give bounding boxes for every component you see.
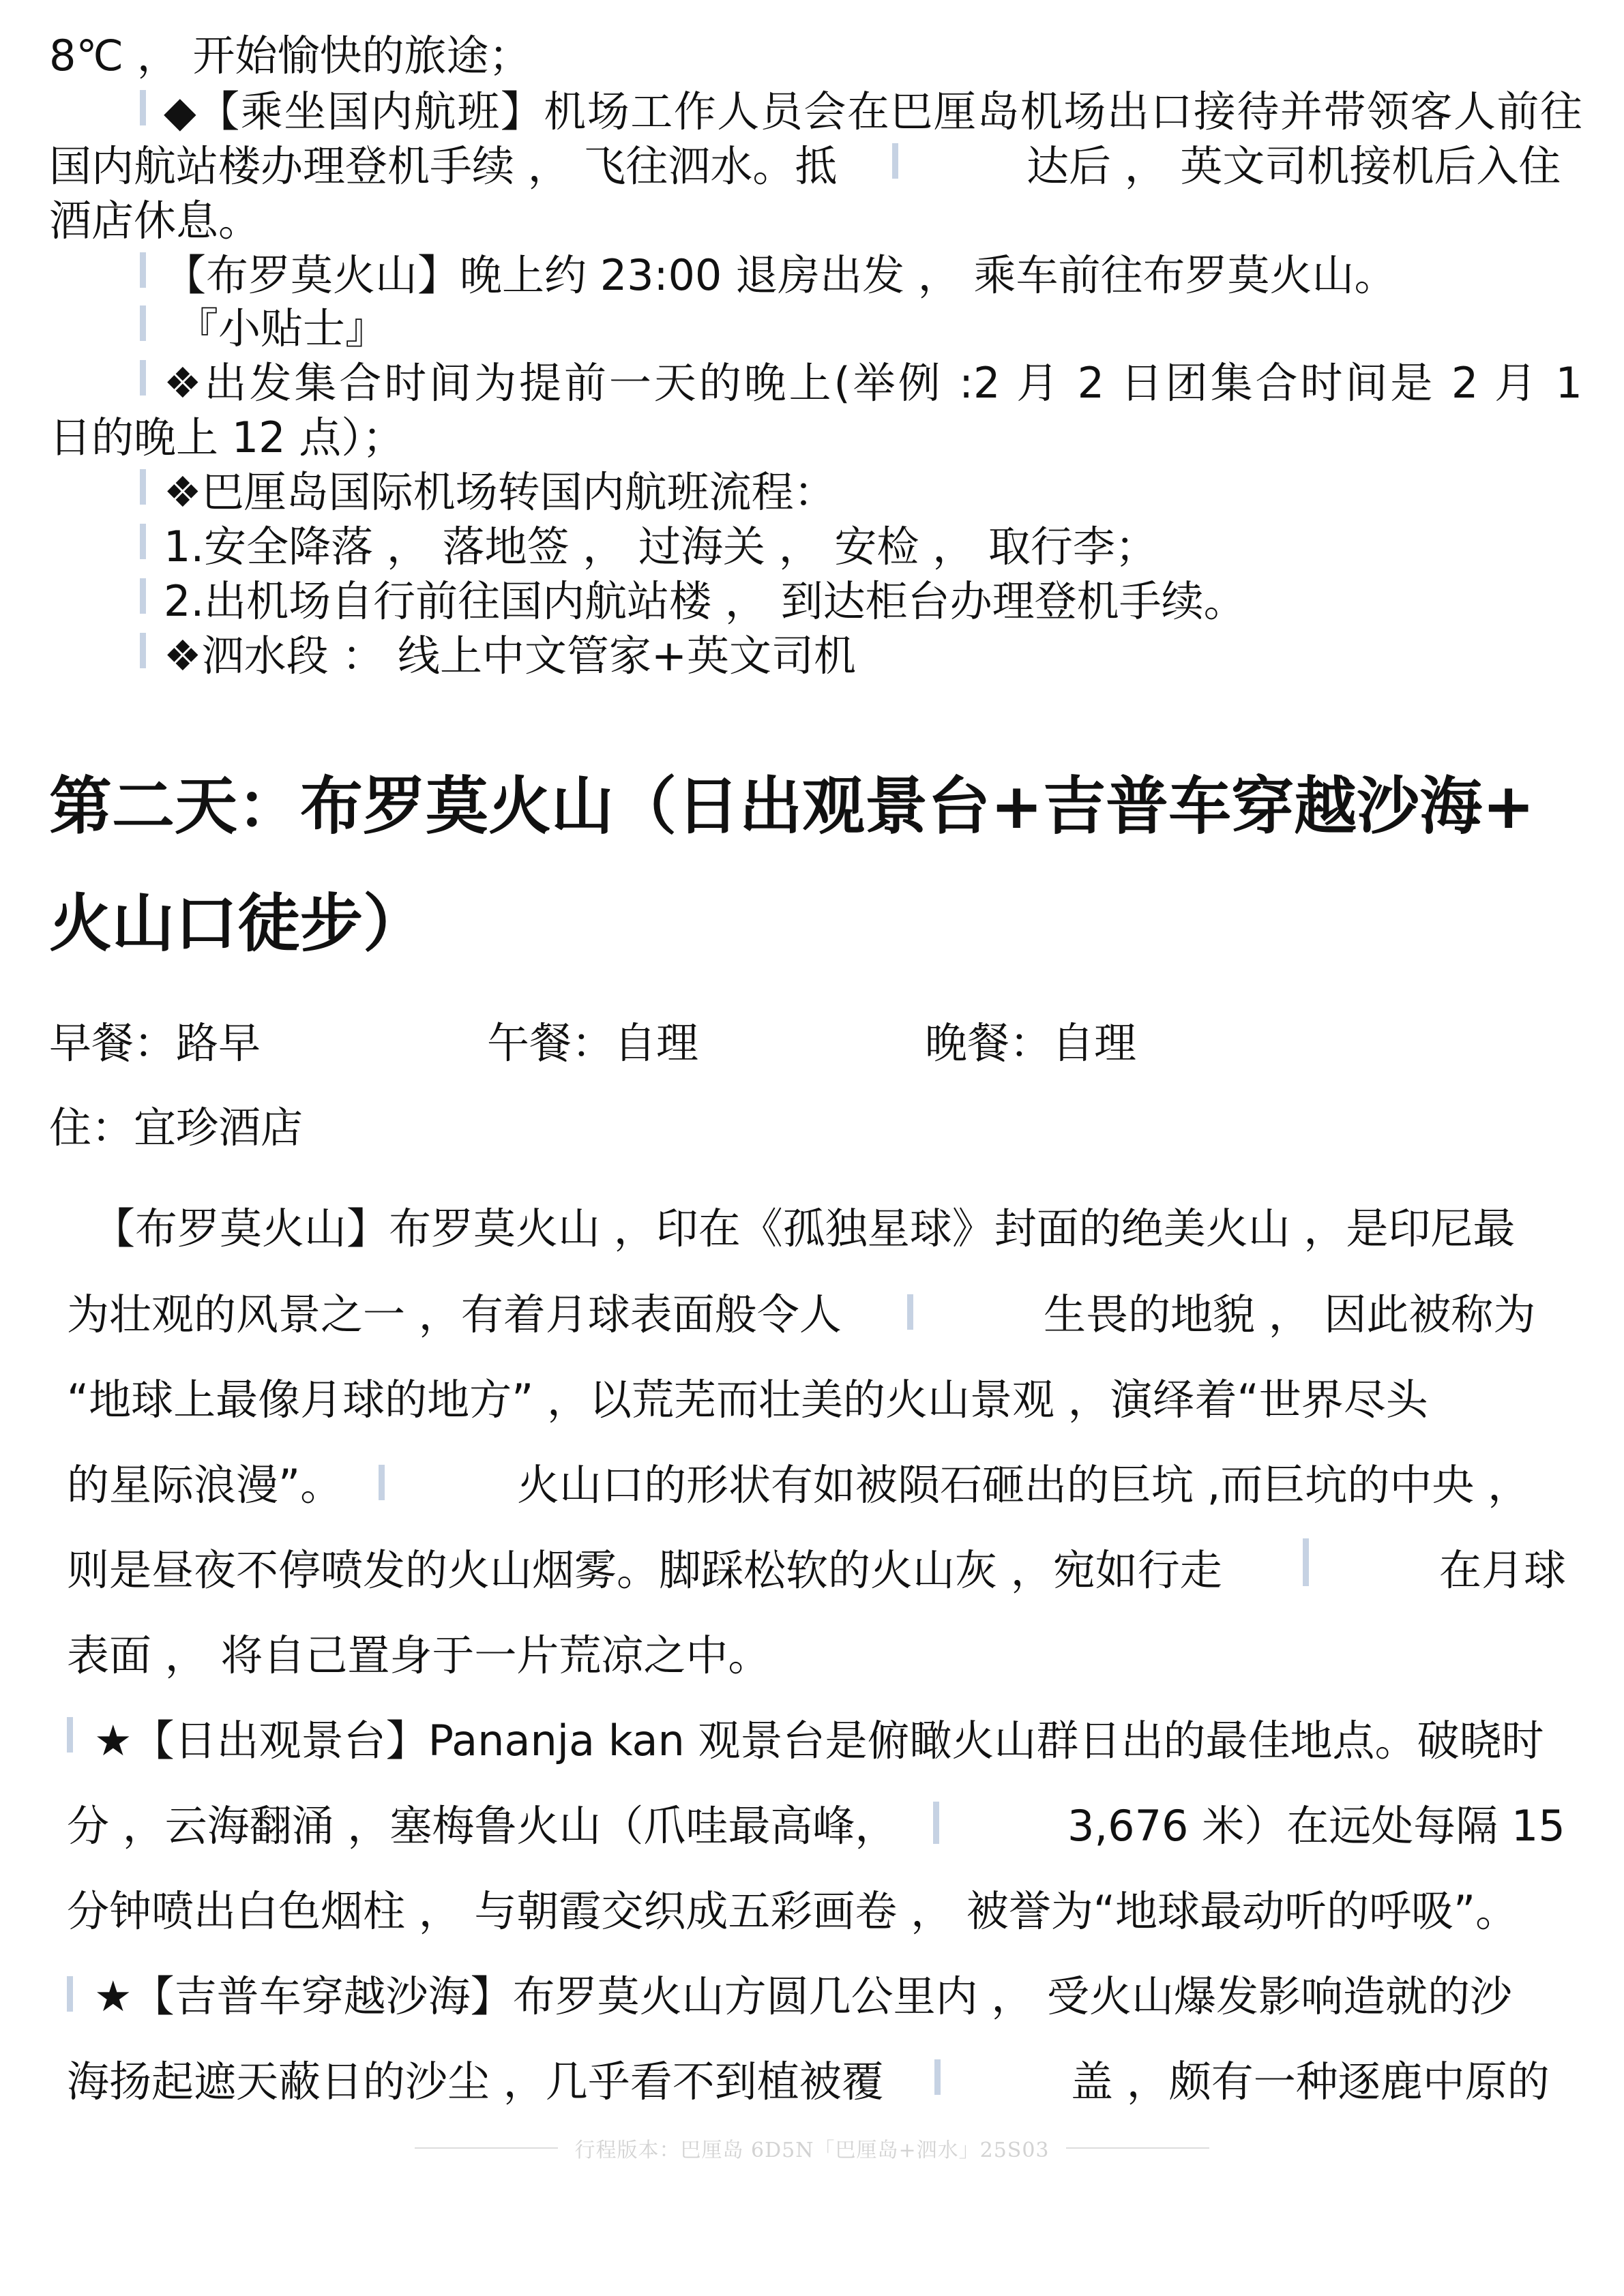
tips-title: 『小贴士』 xyxy=(176,303,388,353)
tip-surabaya-service: ❖泗水段 ： 线上中文管家+英文司机 xyxy=(164,631,856,681)
sunrise-paragraph-line2a: 分 ，云海翻涌 ，塞梅鲁火山（爪哇最高峰， xyxy=(67,1801,898,1851)
indent-marker xyxy=(140,90,146,125)
jeep-paragraph-line2b: 盖 ，颇有一种逐鹿中原的 xyxy=(1071,2057,1550,2106)
meal-dinner: 晚餐：自理 xyxy=(925,1018,1137,1068)
meal-lunch: 午餐：自理 xyxy=(487,1018,699,1068)
indent-marker xyxy=(140,578,146,614)
bromo-paragraph-line3: “地球上最像月球的地方” ，以荒芜而壮美的火山景观 ，演绎着“世界尽头 xyxy=(67,1375,1428,1425)
footer-version-text: 行程版本：巴厘岛 6D5N「巴厘岛+泗水」25S03 xyxy=(574,2138,1050,2162)
indent-marker xyxy=(67,1976,73,2012)
flight-paragraph-line3: 酒店休息。 xyxy=(49,196,261,245)
bromo-night-departure: 【布罗莫火山】晚上约 23:00 退房出发 ， 乘车前往布罗莫火山。 xyxy=(164,250,1397,300)
transfer-step-1: 1.安全降落 ， 落地签 ， 过海关 ， 安检 ， 取行李； xyxy=(164,522,1157,571)
flight-paragraph-line2a: 国内航站楼办理登机手续 ， 飞往泗水。抵 xyxy=(49,141,838,191)
transfer-step-2: 2.出机场自行前往国内航站楼 ， 到达柜台办理登机手续。 xyxy=(164,576,1246,626)
footer-rule-right xyxy=(1066,2147,1209,2149)
tip-transfer-process: ❖巴厘岛国际机场转国内航班流程： xyxy=(164,467,836,517)
jeep-paragraph-line1: ★【吉普车穿越沙海】布罗莫火山方圆几公里内 ， 受火山爆发影响造就的沙 xyxy=(94,1971,1512,2021)
indent-marker xyxy=(140,469,146,505)
bromo-paragraph-line4a: 的星际浪漫”。 xyxy=(67,1460,343,1510)
flight-paragraph-line2b: 达后 ， 英文司机接机后入住 xyxy=(1027,141,1561,191)
indent-marker xyxy=(892,143,898,179)
indent-marker xyxy=(67,1717,73,1753)
indent-marker xyxy=(140,252,146,288)
sunrise-paragraph-line3: 分钟喷出白色烟柱 ， 与朝霞交织成五彩画卷 ， 被誉为“地球最动听的呼吸”。 xyxy=(67,1886,1518,1936)
page-footer xyxy=(0,2128,1624,2168)
bromo-paragraph-line2b: 生畏的地貌 ， 因此被称为 xyxy=(1044,1289,1536,1339)
bromo-paragraph-line5a: 则是昼夜不停喷发的火山烟雾。脚踩松软的火山灰 ，宛如行走 xyxy=(67,1545,1222,1595)
bromo-paragraph-line5b: 在月球 xyxy=(1439,1545,1567,1595)
indent-marker xyxy=(934,2059,941,2095)
sunrise-paragraph-line1: ★【日出观景台】Pananja kan 观景台是俯瞰火山群日出的最佳地点。破晓时 xyxy=(94,1716,1544,1765)
bromo-paragraph-line1: 【布罗莫火山】布罗莫火山 ，印在《孤独星球》封面的绝美火山 ，是印尼最 xyxy=(93,1204,1516,1253)
flight-paragraph-line1: ◆【乘坐国内航班】机场工作人员会在巴厘岛机场出口接待并带领客人前往 xyxy=(164,87,1582,136)
bromo-paragraph-line6: 表面 ， 将自己置身于一片荒凉之中。 xyxy=(67,1630,771,1680)
indent-marker xyxy=(1303,1538,1309,1586)
intro-temperature-line: 8℃ ， 开始愉快的旅途； xyxy=(49,31,531,80)
bromo-paragraph-line2a: 为壮观的风景之一 ，有着月球表面般令人 xyxy=(67,1289,842,1339)
day2-title-line2: 火山口徒步） xyxy=(49,887,426,960)
hotel-info: 住：宜珍酒店 xyxy=(49,1103,304,1152)
indent-marker xyxy=(140,633,146,668)
indent-marker xyxy=(907,1294,913,1330)
indent-marker xyxy=(140,360,146,396)
tip-gathering-time-line2: 日的晚上 12 点）； xyxy=(49,413,405,462)
day2-title-line1: 第二天：布罗莫火山（日出观景台+吉普车穿越沙海+ xyxy=(49,770,1535,843)
indent-marker xyxy=(933,1802,939,1844)
meal-breakfast: 早餐：路早 xyxy=(49,1018,261,1068)
indent-marker xyxy=(140,305,146,341)
indent-marker xyxy=(379,1465,385,1500)
indent-marker xyxy=(140,524,146,559)
tip-gathering-time-line1: ❖出发集合时间为提前一天的晚上(举例 :2 月 2 日团集合时间是 2 月 1 xyxy=(164,358,1582,408)
footer-rule-left xyxy=(415,2147,558,2149)
bromo-paragraph-line4b: 火山口的形状有如被陨石砸出的巨坑 ,而巨坑的中央 ， xyxy=(517,1460,1531,1510)
jeep-paragraph-line2a: 海扬起遮天蔽日的沙尘 ，几乎看不到植被覆 xyxy=(67,2057,884,2106)
sunrise-paragraph-line2b: 3,676 米）在远处每隔 15 xyxy=(1067,1801,1565,1851)
